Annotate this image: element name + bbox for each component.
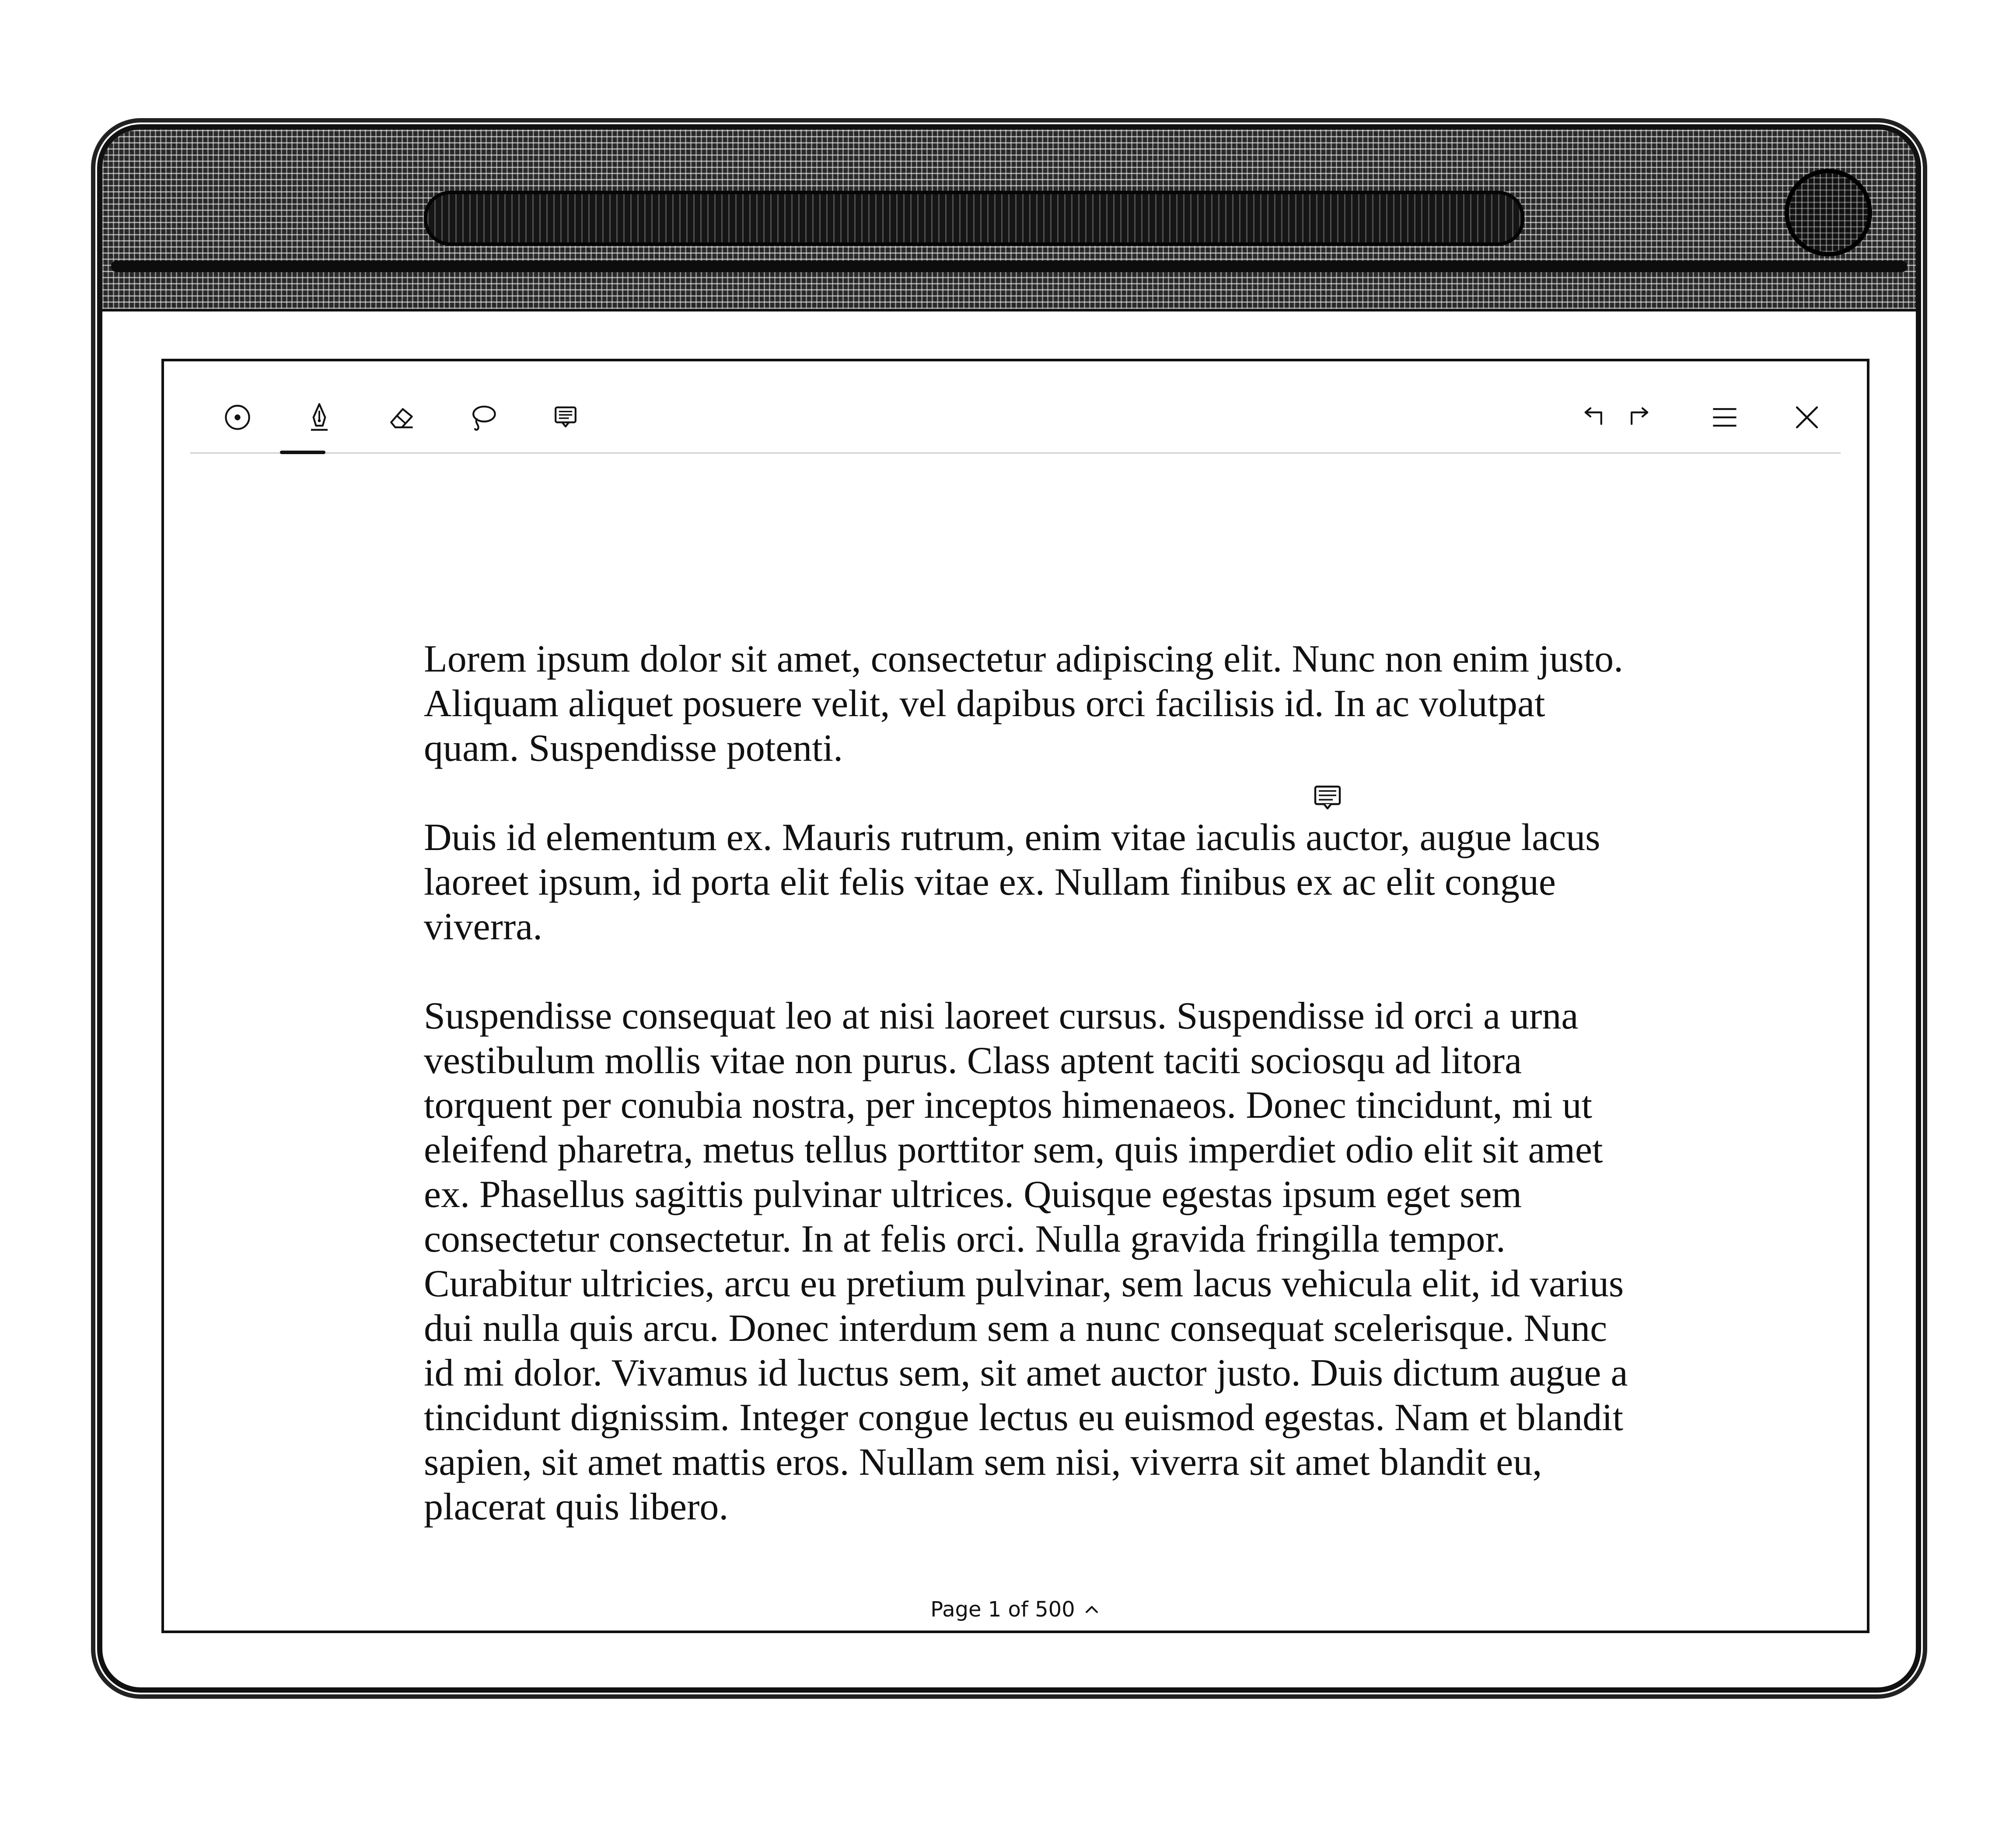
tablet-device [97, 124, 1921, 1693]
lasso-tool-button[interactable] [462, 396, 504, 438]
paragraph: Lorem ipsum dolor sit amet, consectetur adipiscing elit. Nunc non enim justo. Aliquam aliquet posuere velit, vel dapibus orci facilisis id. In ac volutpat quam. Suspendisse potenti. [424, 638, 1624, 770]
target-circle-icon [221, 401, 254, 434]
comment-tool-button[interactable] [545, 396, 587, 438]
eraser-tool-button[interactable] [380, 396, 422, 438]
paragraph: Suspendisse consequat leo at nisi laoreet cursus. Suspendisse id orci a urna vestibulum mollis vitae non purus. Class aptent taciti sociosqu ad litora torquent per conubia nostra, per inceptos himenaeos. Donec tincidunt, mi ut eleifend pharetra, metus tellus porttitor sem, quis imperdiet odio elit sit amet ex. Phasellus sagittis pulvinar ultrices. Quisque egestas ipsum eget sem consectetur consectetur. In at felis orci. Nulla gravida fringilla tempor. Curabitur ultricies, arcu eu pretium pulvinar, sem lacus vehicula elit, id varius dui nulla quis arcu. Donec interdum sem a nunc consequat scelerisque. Nunc id mi dolor. Vivamus id luctus sem, sit amet auctor justo. Duis dictum augue a tincidunt dignissim. Integer congue lectus eu euismod egestas. Nam et blandit sapien, sit amet mattis eros. Nullam sem nisi, viverra sit amet blandit eu, placerat quis libero. [424, 995, 1628, 1528]
redo-icon [1625, 401, 1658, 434]
comment-icon [549, 401, 582, 434]
pen-tool-button[interactable] [298, 396, 340, 438]
undo-icon [1575, 401, 1608, 434]
page-label: Page 1 of 500 [930, 1597, 1075, 1622]
bezel-ridge [111, 261, 1907, 272]
comment-icon [1310, 781, 1345, 816]
fountain-pen-icon [303, 401, 336, 434]
select-tool-button[interactable] [217, 396, 259, 438]
toolbar [190, 379, 1841, 454]
inline-comment-marker[interactable] [1310, 781, 1345, 816]
device-screen [161, 359, 1869, 1633]
menu-button[interactable] [1704, 396, 1746, 438]
document-body [424, 637, 1631, 1574]
page-indicator[interactable] [164, 1597, 1867, 1622]
eraser-icon [384, 401, 418, 434]
paragraph: Duis id elementum ex. Mauris rutrum, enim vitae iaculis auctor, augue lacus laoreet ipsum, id porta elit felis vitae ex. Nullam finibus ex ac elit congue viverra. [424, 816, 1600, 948]
close-button[interactable] [1786, 396, 1828, 438]
redo-button[interactable] [1621, 396, 1663, 438]
undo-button[interactable] [1570, 396, 1612, 438]
chevron-up-icon [1083, 1601, 1101, 1618]
camera-icon [1785, 169, 1872, 256]
close-icon [1790, 401, 1824, 434]
active-tool-indicator [280, 451, 325, 454]
hamburger-menu-icon [1708, 401, 1741, 434]
lasso-icon [467, 401, 500, 434]
speaker-slot [424, 191, 1524, 246]
top-bezel [102, 129, 1916, 311]
